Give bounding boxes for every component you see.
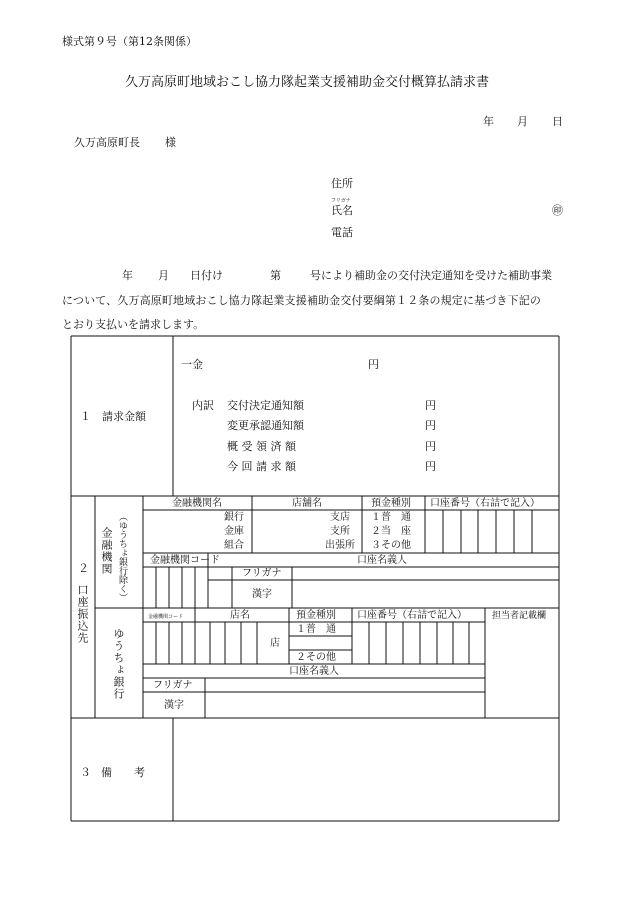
breakdown-item-yen: 円 [425, 419, 436, 432]
yucho-col-deposit-type: 預金種別 [296, 610, 336, 621]
address-label: 住所 [331, 177, 353, 190]
addressee-suffix: 様 [165, 136, 176, 149]
col-deposit-type: 預金種別 [371, 498, 411, 509]
breakdown-label: 内訳 [192, 399, 214, 412]
phone-label: 電話 [331, 226, 353, 239]
account-holder-label: 口座名義人 [357, 555, 407, 566]
yucho-deposit-type-option: １普 通 [296, 624, 336, 635]
staff-column-label: 担当者記載欄 [492, 611, 547, 621]
date-month-label: 月 [517, 115, 528, 128]
date-year-label: 年 [483, 115, 494, 128]
body-number-prefix: 第 [270, 269, 281, 282]
body-year: 年 [122, 269, 133, 282]
yucho-col-code: 金融機関コード [148, 614, 184, 620]
breakdown-item-yen: 円 [425, 440, 436, 453]
ikkin-label: 一金 [181, 358, 203, 371]
body-dated: 日付け [190, 269, 223, 282]
section1-label: １ 請求金額 [80, 410, 146, 423]
furigana-row-label: フリガナ [242, 568, 282, 579]
breakdown-item-label: 概 受 領 済 額 [227, 440, 296, 453]
yucho-branch-suffix: 店 [270, 638, 280, 649]
col-account-number: 口座番号（右詰で記入） [430, 498, 540, 509]
form-number: 様式第９号（第12条関係） [62, 35, 197, 48]
yucho-account-holder-label: 口座名義人 [289, 666, 339, 677]
section2-label: 口座振込先 [76, 584, 89, 644]
breakdown-item-label: 変更承認通知額 [227, 419, 304, 432]
bank-group-note: （ゆうちょ銀行除く） [117, 512, 127, 602]
inst-type-option: 銀行 [224, 512, 244, 523]
name-label: 氏名 [331, 204, 353, 217]
deposit-type-option: １普 通 [371, 512, 411, 523]
breakdown-item-label: 交付決定通知額 [227, 399, 304, 412]
breakdown-item-label: 今 回 請 求 額 [227, 460, 296, 473]
yucho-col-account-number: 口座番号（右詰で記入） [357, 610, 467, 621]
deposit-type-option: ２当 座 [371, 526, 411, 537]
date-day-label: 日 [552, 115, 563, 128]
inst-type-option: 組合 [224, 540, 244, 551]
addressee-name: 久万高原町長 [74, 136, 140, 149]
total-yen-unit: 円 [368, 358, 379, 371]
body-line2: について、久万高原町地域おこし協力隊起業支援補助金交付要綱第１２条の規定に基づき下記の [62, 294, 542, 307]
section2-number: ２ [78, 562, 89, 575]
branch-type-option: 支店 [330, 512, 350, 523]
breakdown-item-yen: 円 [425, 460, 436, 473]
seal-mark: ㊞ [552, 204, 563, 217]
yucho-deposit-type-option: ２その他 [296, 652, 336, 663]
furigana-label: フリガナ [331, 198, 351, 204]
yucho-group-label: ゆうちょ銀行 [112, 628, 125, 700]
bank-group-label: 金融機関 [100, 527, 113, 575]
inst-type-option: 金庫 [224, 526, 244, 537]
yucho-furigana-row-label: フリガナ [153, 680, 193, 691]
section3-label: 備 考 [101, 766, 145, 779]
kanji-row-label: 漢字 [252, 589, 272, 600]
yucho-kanji-row-label: 漢字 [164, 700, 184, 711]
col-branch-name: 店舗名 [292, 498, 322, 509]
bank-code-label: 金融機関コード [150, 555, 220, 566]
section3-number: ３ [80, 766, 91, 779]
body-line3: とおり支払いを請求します。 [62, 318, 205, 331]
body-line1-rest: 号により補助金の交付決定通知を受けた補助事業 [310, 269, 552, 282]
deposit-type-option: ３その他 [371, 540, 411, 551]
breakdown-item-yen: 円 [425, 399, 436, 412]
branch-type-option: 出張所 [325, 540, 355, 551]
document-title: 久万高原町地域おこし協力隊起業支援補助金交付概算払請求書 [125, 75, 490, 90]
col-institution-name: 金融機関名 [172, 498, 222, 509]
body-month: 月 [158, 269, 169, 282]
branch-type-option: 支所 [330, 526, 350, 537]
yucho-col-branch: 店名 [230, 610, 250, 621]
